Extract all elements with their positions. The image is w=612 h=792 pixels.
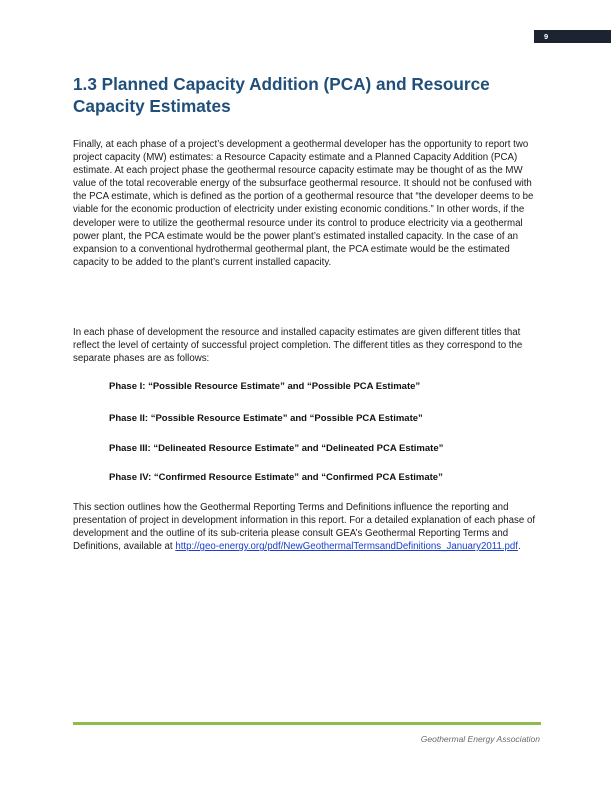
paragraph-text: This section outlines how the Geothermal Reporting Terms and Definitions influence the reporting and presentation of project in development information in this report. For a detailed explanation of each phase of development and the outline of its sub-criteria please consult GEA’s Geothermal Reporting Terms and Definitions, available at [73,502,536,553]
phase-item: Phase II: “Possible Resource Estimate” and “Possible PCA Estimate” [109,413,423,424]
footer-organization: Geothermal Energy Association [420,734,540,744]
page-number-badge [534,30,611,43]
paragraph-capacity-estimates: Finally, at each phase of a project’s development a geothermal developer has the opportunity to report two project capacity (MW) estimates: a Resource Capacity estimate and a Planned Capacity Addition (PCA) estimate. At each project phase the geothermal resource capacity estimate may be thought of as the MW value of the total recoverable energy of the subsurface geothermal resource. It should not be confused with the PCA estimate, which is defined as the portion of a geothermal resource that “the developer deems to be viable for the economic production of electricity under existing economic conditions.” In other words, if the developer were to utilize the geothermal resource under its control to produce electricity via a geothermal power plant, the PCA estimate would be the power plant’s estimated installed capacity. In the case of an expansion to a conventional hydrothermal geothermal plant, the PCA estimate would be the estimated capacity to be added to the plant’s current installed capacity. [73,139,534,268]
footer-divider [73,722,541,725]
paragraph-reporting-terms [73,501,539,553]
definitions-link[interactable]: http://geo-energy.org/pdf/NewGeothermalTermsandDefinitions_January2011.pdf [175,541,518,553]
phase-item: Phase IV: “Confirmed Resource Estimate” and “Confirmed PCA Estimate” [109,472,443,483]
page-number: 9 [544,32,549,41]
section-heading: 1.3 Planned Capacity Addition (PCA) and Resource Capacity Estimates [73,74,490,116]
paragraph-end: . [518,541,521,553]
phase-item: Phase I: “Possible Resource Estimate” and “Possible PCA Estimate” [109,381,421,392]
paragraph-phase-titles-intro: In each phase of development the resource and installed capacity estimates are given different titles that reflect the level of certainty of successful project completion. The different titles as they correspond to the separate phases are as follows: [73,327,523,365]
phase-item: Phase III: “Delineated Resource Estimate” and “Delineated PCA Estimate” [109,443,444,454]
